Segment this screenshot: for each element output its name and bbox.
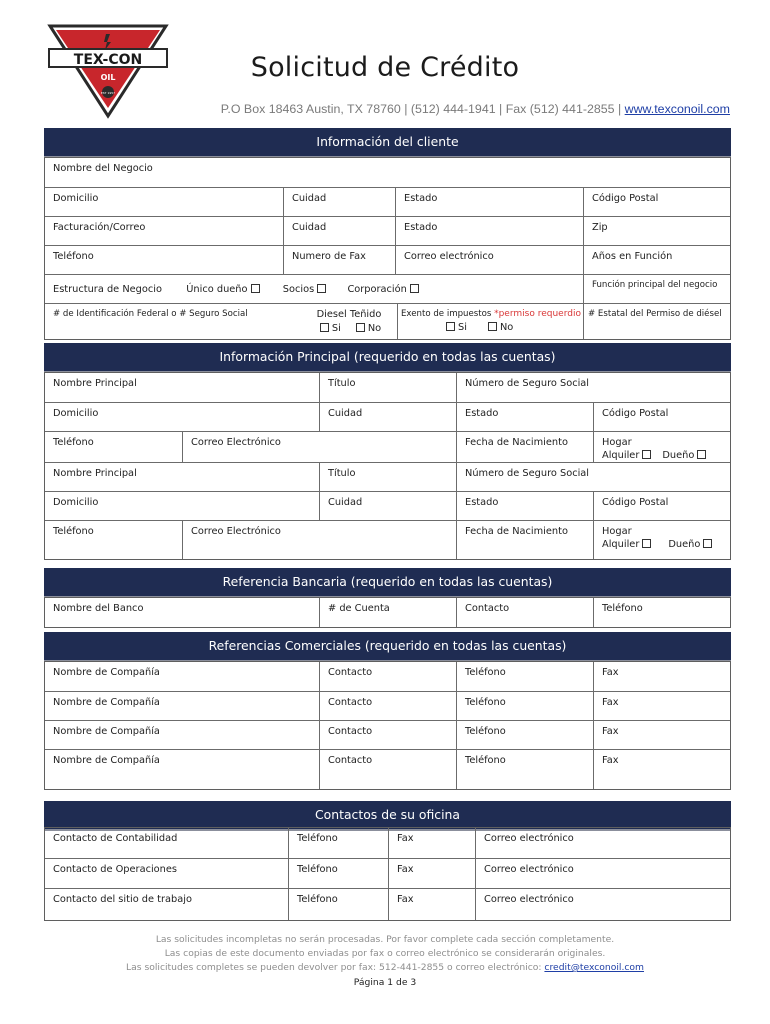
table-row [45,462,730,491]
field-label: Numero de Fax [292,251,366,262]
principal-info-table [44,372,731,560]
field-label: Facturación/Correo [53,222,146,233]
partners-checkbox[interactable] [317,284,326,293]
principal-dob-field[interactable] [456,432,593,462]
table-row [45,245,730,274]
rent-checkbox[interactable] [642,539,651,548]
field-label: Fax [397,894,414,905]
contact-phone-field[interactable] [288,859,388,888]
return-instructions: Las solicitudes completes se pueden devolver por fax: 512-441-2855 o correo electrónico: [125,962,545,973]
field-label: Número de Seguro Social [465,468,590,479]
field-label: Título [328,468,356,479]
principal-address-field[interactable] [45,492,319,520]
principal-dob-field[interactable] [456,521,593,559]
contact-email-field[interactable] [475,828,731,858]
corporation-checkbox[interactable] [410,284,419,293]
field-label: Domicilio [53,193,99,204]
field-label [401,309,583,319]
billing-city-field[interactable] [283,217,395,245]
field-label: Teléfono [53,437,94,448]
field-label: Estado [404,193,438,204]
table-row [45,749,730,789]
footer-note-return [100,962,670,973]
field-label: Nombre del Banco [53,603,144,614]
logo-badge: EST 1957 [100,91,116,95]
logo-sub: OIL [100,73,116,82]
table-row [45,187,730,216]
field-label: Correo electrónico [404,251,494,262]
contact-fax-field[interactable] [388,889,475,920]
field-label: Domicilio [53,497,99,508]
trade-reference-table [44,661,731,790]
own-checkbox[interactable] [697,450,706,459]
field-label: Cuidad [292,193,327,204]
principal-address-field[interactable] [45,403,319,431]
company-phone-field[interactable] [456,750,593,789]
footer-note-incomplete: Las solicitudes incompletas no serán procesadas. Por favor complete cada sección completamente. [155,934,615,945]
home-options [602,450,731,461]
field-label: Contacto [465,603,510,614]
company-name-field[interactable] [45,721,319,749]
field-label: Contacto [328,755,373,766]
principal-name-field[interactable] [45,463,319,491]
principal-title-field[interactable] [319,463,456,491]
company-contact-line [196,102,730,116]
dyed-diesel-no-checkbox[interactable] [356,323,365,332]
field-label: Fax [397,864,414,875]
field-label: Estado [465,497,499,508]
company-fax-field[interactable] [593,692,731,720]
own-label: Dueño [662,450,695,461]
billing-field[interactable] [45,217,283,245]
structure-label: Estructura de Negocio [53,284,162,295]
field-label: Correo Electrónico [191,526,281,537]
billing-state-field[interactable] [395,217,583,245]
no-label: No [499,322,514,333]
company-phone-field[interactable] [456,692,593,720]
principal-phone-field[interactable] [45,432,182,462]
diesel-permit-field[interactable] [583,304,731,339]
field-label: Fecha de Nacimiento [465,526,568,537]
footer-note-copies: Las copias de este documento enviadas por fax o correo electrónico se considerarán originales. [164,948,606,959]
tax-exempt-label: Exento de impuestos [401,309,492,319]
principal-email-field[interactable] [182,521,456,559]
company-contact-field[interactable] [319,662,456,691]
sole-owner-label: Único dueño [186,284,248,295]
table-row [45,216,730,245]
company-name-field[interactable] [45,662,319,691]
section-header-client: Información del cliente [44,128,731,156]
tax-exempt-no-checkbox[interactable] [488,322,497,331]
contact-name-field[interactable] [45,889,288,920]
permit-required-note: *permiso requerdio [494,309,581,319]
field-label: Domicilio [53,408,99,419]
dyed-diesel-yes-checkbox[interactable] [320,323,329,332]
business-name-field[interactable] [45,158,731,187]
city-field[interactable] [283,188,395,216]
phone-field[interactable] [45,246,283,274]
principal-state-field[interactable] [456,492,593,520]
office-contacts-table [44,827,731,921]
table-row [45,491,730,520]
table-row [45,858,730,888]
bank-contact-field[interactable] [456,598,593,627]
logo-text: TEX-CON [73,52,143,68]
principal-zip-field[interactable] [593,403,731,431]
table-row [45,662,730,691]
field-label: Teléfono [297,894,338,905]
rent-label: Alquiler [602,450,640,461]
sole-owner-checkbox[interactable] [251,284,260,293]
field-label: Fecha de Nacimiento [465,437,568,448]
field-label: Diesel Teñido [316,309,382,320]
field-label: Teléfono [602,603,643,614]
field-label: Nombre Principal [53,378,137,389]
table-row [45,431,730,462]
contact-fax-field[interactable] [388,859,475,888]
table-row [45,691,730,720]
field-label: Nombre de Compañía [53,755,160,766]
field-label: Teléfono [465,667,506,678]
field-label: Correo electrónico [484,894,574,905]
company-name-field[interactable] [45,692,319,720]
rent-checkbox[interactable] [642,450,651,459]
company-name-field[interactable] [45,750,319,789]
section-header-trade: Referencias Comerciales (requerido en todas las cuentas) [44,632,731,660]
field-label: Código Postal [602,497,669,508]
field-label: Nombre de Compañía [53,726,160,737]
field-label: Cuidad [328,497,363,508]
yes-label: Si [331,323,341,334]
corporation-label: Corporación [347,284,407,295]
field-label: Nombre Principal [53,468,137,479]
field-label: Contacto de Contabilidad [53,833,178,844]
field-label: Contacto [328,697,373,708]
tex-con-logo [44,20,172,120]
company-phone-field[interactable] [456,662,593,691]
field-label: # de Cuenta [328,603,390,614]
company-contact-field[interactable] [319,750,456,789]
company-fax-field[interactable] [593,721,731,749]
company-contact-field[interactable] [319,721,456,749]
field-label: Hogar [602,437,632,448]
field-label: Fax [602,667,619,678]
yes-label: Si [458,322,467,333]
field-label: Estado [465,408,499,419]
bank-reference-table [44,597,731,628]
field-label: Título [328,378,356,389]
principal-state-field[interactable] [456,403,593,431]
tax-exempt-yes-checkbox[interactable] [446,322,455,331]
main-function-field[interactable] [583,275,731,303]
federal-id-field[interactable] [45,304,301,339]
account-number-field[interactable] [319,598,456,627]
contact-info: P.O Box 18463 Austin, TX 78760 | (512) 444-1941 | Fax (512) 441-2855 | [220,102,625,116]
rent-label: Alquiler [602,539,640,550]
field-label: Teléfono [297,864,338,875]
field-label [53,284,583,295]
field-label: Teléfono [465,755,506,766]
contact-fax-field[interactable] [388,828,475,858]
principal-home-field [593,521,731,559]
section-header-principal: Información Principal (requerido en todas las cuentas) [44,343,731,371]
field-label: Nombre de Compañía [53,697,160,708]
contact-email-field[interactable] [475,859,731,888]
fax-number-field[interactable] [283,246,395,274]
partners-label: Socios [282,284,315,295]
field-label: Hogar [602,526,632,537]
principal-home-field [593,432,731,462]
principal-city-field[interactable] [319,403,456,431]
table-row [45,274,730,303]
table-row [45,303,730,339]
dyed-diesel-field [301,304,397,339]
contact-name-field[interactable] [45,859,288,888]
field-label: Fax [602,697,619,708]
field-label: Contacto [328,667,373,678]
field-label: Contacto [328,726,373,737]
field-label: # Estatal del Permiso de diésel [588,309,722,319]
home-options [602,539,731,550]
table-row [45,520,730,559]
field-label: Fax [602,726,619,737]
zip-code-field[interactable] [583,188,731,216]
contact-name-field[interactable] [45,828,288,858]
address-field[interactable] [45,188,283,216]
principal-ssn-field[interactable] [456,373,731,402]
state-field[interactable] [395,188,583,216]
billing-zip-field[interactable] [583,217,731,245]
field-label: Teléfono [53,526,94,537]
bank-phone-field[interactable] [593,598,731,627]
section-header-office: Contactos de su oficina [44,801,731,829]
field-label: Teléfono [465,697,506,708]
business-structure-field [45,275,583,303]
principal-zip-field[interactable] [593,492,731,520]
own-checkbox[interactable] [703,539,712,548]
table-row [45,158,730,187]
company-contact-field[interactable] [319,692,456,720]
table-row [45,888,730,920]
field-label: Número de Seguro Social [465,378,590,389]
field-label: Código Postal [592,193,659,204]
table-row [45,598,730,627]
own-label: Dueño [668,539,701,550]
contact-email-field[interactable] [475,889,731,920]
client-info-table [44,157,731,340]
page-number: Página 1 de 3 [353,977,417,988]
field-label: Estado [404,222,438,233]
field-label: # de Identificación Federal o # Seguro Social [53,309,248,319]
field-label: Contacto de Operaciones [53,864,178,875]
contact-phone-field[interactable] [288,828,388,858]
field-label: Cuidad [328,408,363,419]
field-label: Correo electrónico [484,833,574,844]
email-field[interactable] [395,246,583,274]
field-label: Teléfono [297,833,338,844]
table-row [45,828,730,858]
field-label: Correo Electrónico [191,437,281,448]
principal-city-field[interactable] [319,492,456,520]
company-fax-field[interactable] [593,662,731,691]
principal-email-field[interactable] [182,432,456,462]
credit-email-link[interactable]: credit@texconoil.com [544,962,645,973]
field-label: Correo electrónico [484,864,574,875]
yes-no-options [301,323,397,334]
section-header-bank: Referencia Bancaria (requerido en todas las cuentas) [44,568,731,596]
field-label: Teléfono [465,726,506,737]
field-label: Años en Función [592,251,673,262]
field-label: Teléfono [53,251,94,262]
table-row [45,373,730,402]
field-label: Nombre de Compañía [53,667,160,678]
table-row [45,720,730,749]
field-label: Fax [602,755,619,766]
contact-phone-field[interactable] [288,889,388,920]
field-label: Código Postal [602,408,669,419]
field-label: Cuidad [292,222,327,233]
company-phone-field[interactable] [456,721,593,749]
principal-title-field[interactable] [319,373,456,402]
yes-no-options [401,322,583,333]
tax-exempt-field [397,304,583,339]
field-label: Fax [397,833,414,844]
no-label: No [367,323,382,334]
years-in-business-field[interactable] [583,246,731,274]
company-fax-field[interactable] [593,750,731,789]
principal-name-field[interactable] [45,373,319,402]
field-label: Contacto del sitio de trabajo [53,894,192,905]
principal-ssn-field[interactable] [456,463,731,491]
field-label: Función principal del negocio [592,280,718,290]
table-row [45,402,730,431]
field-label: Zip [592,222,608,233]
page-title: Solicitud de Crédito [250,52,520,83]
principal-phone-field[interactable] [45,521,182,559]
field-label: Nombre del Negocio [53,163,153,174]
website-link[interactable]: www.texconoil.com [624,102,730,116]
bank-name-field[interactable] [45,598,319,627]
